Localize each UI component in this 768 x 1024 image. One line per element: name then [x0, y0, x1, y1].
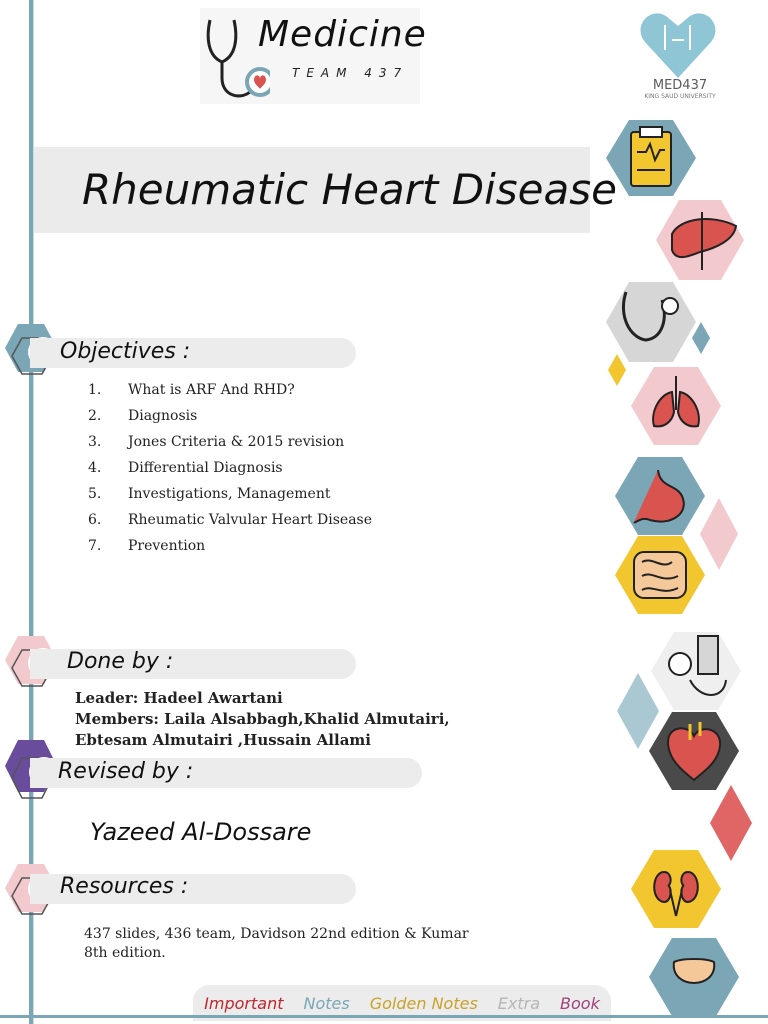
bladder-icon [649, 938, 739, 1016]
legend-important: Important [204, 993, 284, 1013]
bottom-rule [0, 1015, 768, 1018]
list-item: 1. What is ARF And RHD? [88, 382, 295, 398]
legend-golden-notes: Golden Notes [369, 993, 478, 1013]
logo-subtitle: TEAM 437 [292, 66, 409, 80]
team-member-list: Members: Laila Alsabbagh,Khalid Almutairi, Ebtesam Almutairi ,Hussain Allami [75, 710, 450, 749]
list-item: 6. Rheumatic Valvular Heart Disease [88, 512, 373, 528]
small-diamond-yellow [608, 354, 626, 386]
blood-pressure-icon [651, 632, 741, 710]
objectives-heading: Objectives : [60, 339, 191, 364]
diamond-pink [700, 498, 738, 570]
lungs-icon [631, 367, 721, 445]
stethoscope-hex-icon [606, 282, 696, 362]
legend-book: Book [560, 993, 600, 1013]
title-banner [34, 147, 617, 233]
kidneys-icon [631, 850, 721, 928]
heart-hex-icon [649, 712, 739, 790]
diamond-light-teal [617, 673, 659, 749]
resources-heading: Resources : [60, 874, 189, 899]
stomach-icon [615, 457, 705, 535]
list-item: 4. Differential Diagnosis [88, 460, 283, 476]
resources-text: 437 slides, 436 team, Davidson 22nd edition & Kumar 8th edition. [84, 926, 469, 961]
med437-label: MED437 [652, 78, 708, 93]
logo-title: Medicine [258, 14, 427, 55]
list-item: 2. Diagnosis [88, 408, 198, 424]
reviser-name: Yazeed Al-Dossare [90, 818, 312, 846]
intestine-icon [615, 536, 705, 614]
liver-icon [656, 200, 744, 280]
clipboard-icon [606, 120, 696, 196]
small-diamond-teal [692, 322, 710, 354]
university-label: KING SAUD UNIVERSITY [644, 93, 716, 100]
objectives-list [88, 380, 372, 562]
diamond-red [710, 785, 752, 861]
team-leader: Leader: Hadeel Awartani [75, 689, 283, 707]
legend-extra: Extra [497, 993, 541, 1013]
page-title: Rheumatic Heart Disease [82, 165, 617, 214]
list-item: 5. Investigations, Management [88, 486, 331, 502]
team-members [75, 688, 495, 751]
done-by-heading: Done by : [67, 649, 174, 674]
heart-badge-icon [641, 13, 716, 78]
list-item: 7. Prevention [88, 538, 206, 554]
list-item: 3. Jones Criteria & 2015 revision [88, 434, 345, 450]
legend-notes: Notes [303, 993, 350, 1013]
revised-by-heading: Revised by : [58, 759, 194, 784]
